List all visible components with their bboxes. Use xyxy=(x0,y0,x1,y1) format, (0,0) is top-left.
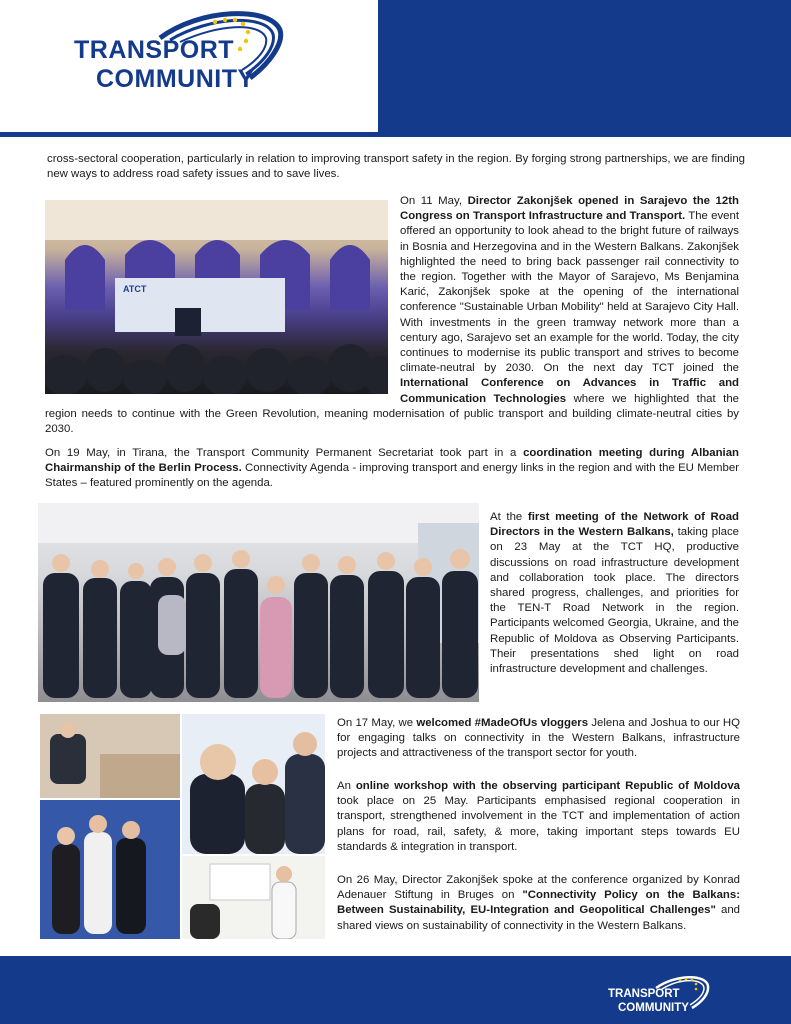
sarajevo-bold-2: International Conference on Advances in Traffic and Communication Technologies xyxy=(400,377,739,405)
photo-screen-text: ATCT xyxy=(123,284,147,294)
footer-logo-line-2: COMMUNITY xyxy=(618,1002,689,1014)
photo-collage-vloggers xyxy=(40,714,325,939)
paragraph-vloggers xyxy=(337,716,740,762)
road-directors-text: taking place on 23 May at the TCT HQ, productive discussions on road infrastructure development and collaboration took place. The directors shared progress, challenges, and priorities for the TEN-T Road Network in the region. Participants welcomed Georgia, Ukraine, and the Republic of Moldova as Observing Participants. Their presentations shed light on road infrastructure development and challenges. xyxy=(490,526,739,676)
road-directors-lead: At the xyxy=(490,511,528,523)
vloggers-lead: On 17 May, we xyxy=(337,717,417,729)
logo-line-1: TRANSPORT xyxy=(74,36,235,64)
paragraph-bruges xyxy=(337,873,740,934)
paragraph-tirana xyxy=(45,446,739,492)
sarajevo-text-b: where we highlighted that the region needs to continue with the Green Revolution, meaning modernisation of public transport and building climate-neutral cities by 2030. xyxy=(45,392,739,436)
photo-collage-illustration xyxy=(40,714,325,939)
paragraph-intro-text: cross-sectoral cooperation, particularly in relation to improving transport safety in the region. By forging strong partnerships, we are finding new ways to address road safety issues and to save lives. xyxy=(47,153,745,181)
photo-sarajevo-congress xyxy=(45,200,388,394)
moldova-lead: An xyxy=(337,780,356,792)
header-blue-band xyxy=(378,0,791,134)
bruges-lead: On 26 May, Director Zakonjšek spoke at the conference organized by Konrad Adenauer Stiftung in Bruges on xyxy=(337,874,740,902)
paragraph-moldova xyxy=(337,779,740,855)
vloggers-bold: welcomed #MadeOfUs vloggers xyxy=(416,717,589,729)
vloggers-text: Jelena and Joshua to our HQ for engaging talks on connectivity in the Western Balkans, infrastructure projects and attractiveness of the transport sector for youth. xyxy=(337,717,741,760)
footer-logo xyxy=(606,974,716,1018)
bruges-bold: "Connectivity Policy on the Balkans: Between Sustainability, EU-Integration and Geopolitical Challenges" xyxy=(337,889,740,917)
sarajevo-text-a: The event offered an opportunity to look ahead to the bright future of railways in Bosnia and Herzegovina and in the Western Balkans. Zakonjšek highlighted the need to bring back passenger rail connectivity to the region. Together with the Mayor of Sarajevo, Ms Benjamina Karić, Zakonjšek spoke at the opening of the international conference "Sustainable Urban Mobility" held at Sarajevo City Hall. With investments in the green tramway network more than a century ago, Sarajevo set an example for the world. Today, the city continues to modernise its public transport and strives to become climate-neutral by 2030. On the next day TCT joined the xyxy=(400,210,739,375)
transport-community-logo xyxy=(70,8,300,98)
photo-road-directors xyxy=(38,503,479,702)
paragraph-intro xyxy=(47,152,745,182)
moldova-bold: online workshop with the observing participant Republic of Moldova xyxy=(355,780,740,792)
bruges-text: and shared views on sustainability of connectivity in the Western Balkans. xyxy=(337,904,740,932)
photo-road-directors-illustration xyxy=(38,503,479,702)
tirana-lead: On 19 May, in Tirana, the Transport Community Permanent Secretariat took part in a xyxy=(45,447,524,459)
footer-logo-line-1: TRANSPORT xyxy=(608,988,680,1000)
logo-line-2: COMMUNITY xyxy=(96,65,255,93)
tirana-text: Connectivity Agenda - improving transport and energy links in the region and with the EU Member States – featured prominently on the agenda. xyxy=(45,462,739,490)
tirana-bold: coordination meeting during Albanian Chairmanship of the Berlin Process. xyxy=(45,447,739,475)
paragraph-road-directors xyxy=(490,510,739,677)
road-directors-bold: first meeting of the Network of Road Directors in the Western Balkans, xyxy=(490,511,739,539)
paragraph-sarajevo xyxy=(45,194,739,437)
sarajevo-bold: Director Zakonjšek opened in Sarajevo the 12th Congress on Transport Infrastructure and Transport. xyxy=(400,195,739,223)
moldova-text: took place on 25 May. Participants emphasised regional cooperation in transport, strengthened involvement in the TCT and implementation of action plans for road, rail, safety, & more, taking important steps towards EU standards & integration in transport. xyxy=(337,795,740,853)
photo-sarajevo-illustration xyxy=(45,200,388,394)
header-divider xyxy=(0,132,791,137)
sarajevo-lead: On 11 May, xyxy=(400,195,468,207)
